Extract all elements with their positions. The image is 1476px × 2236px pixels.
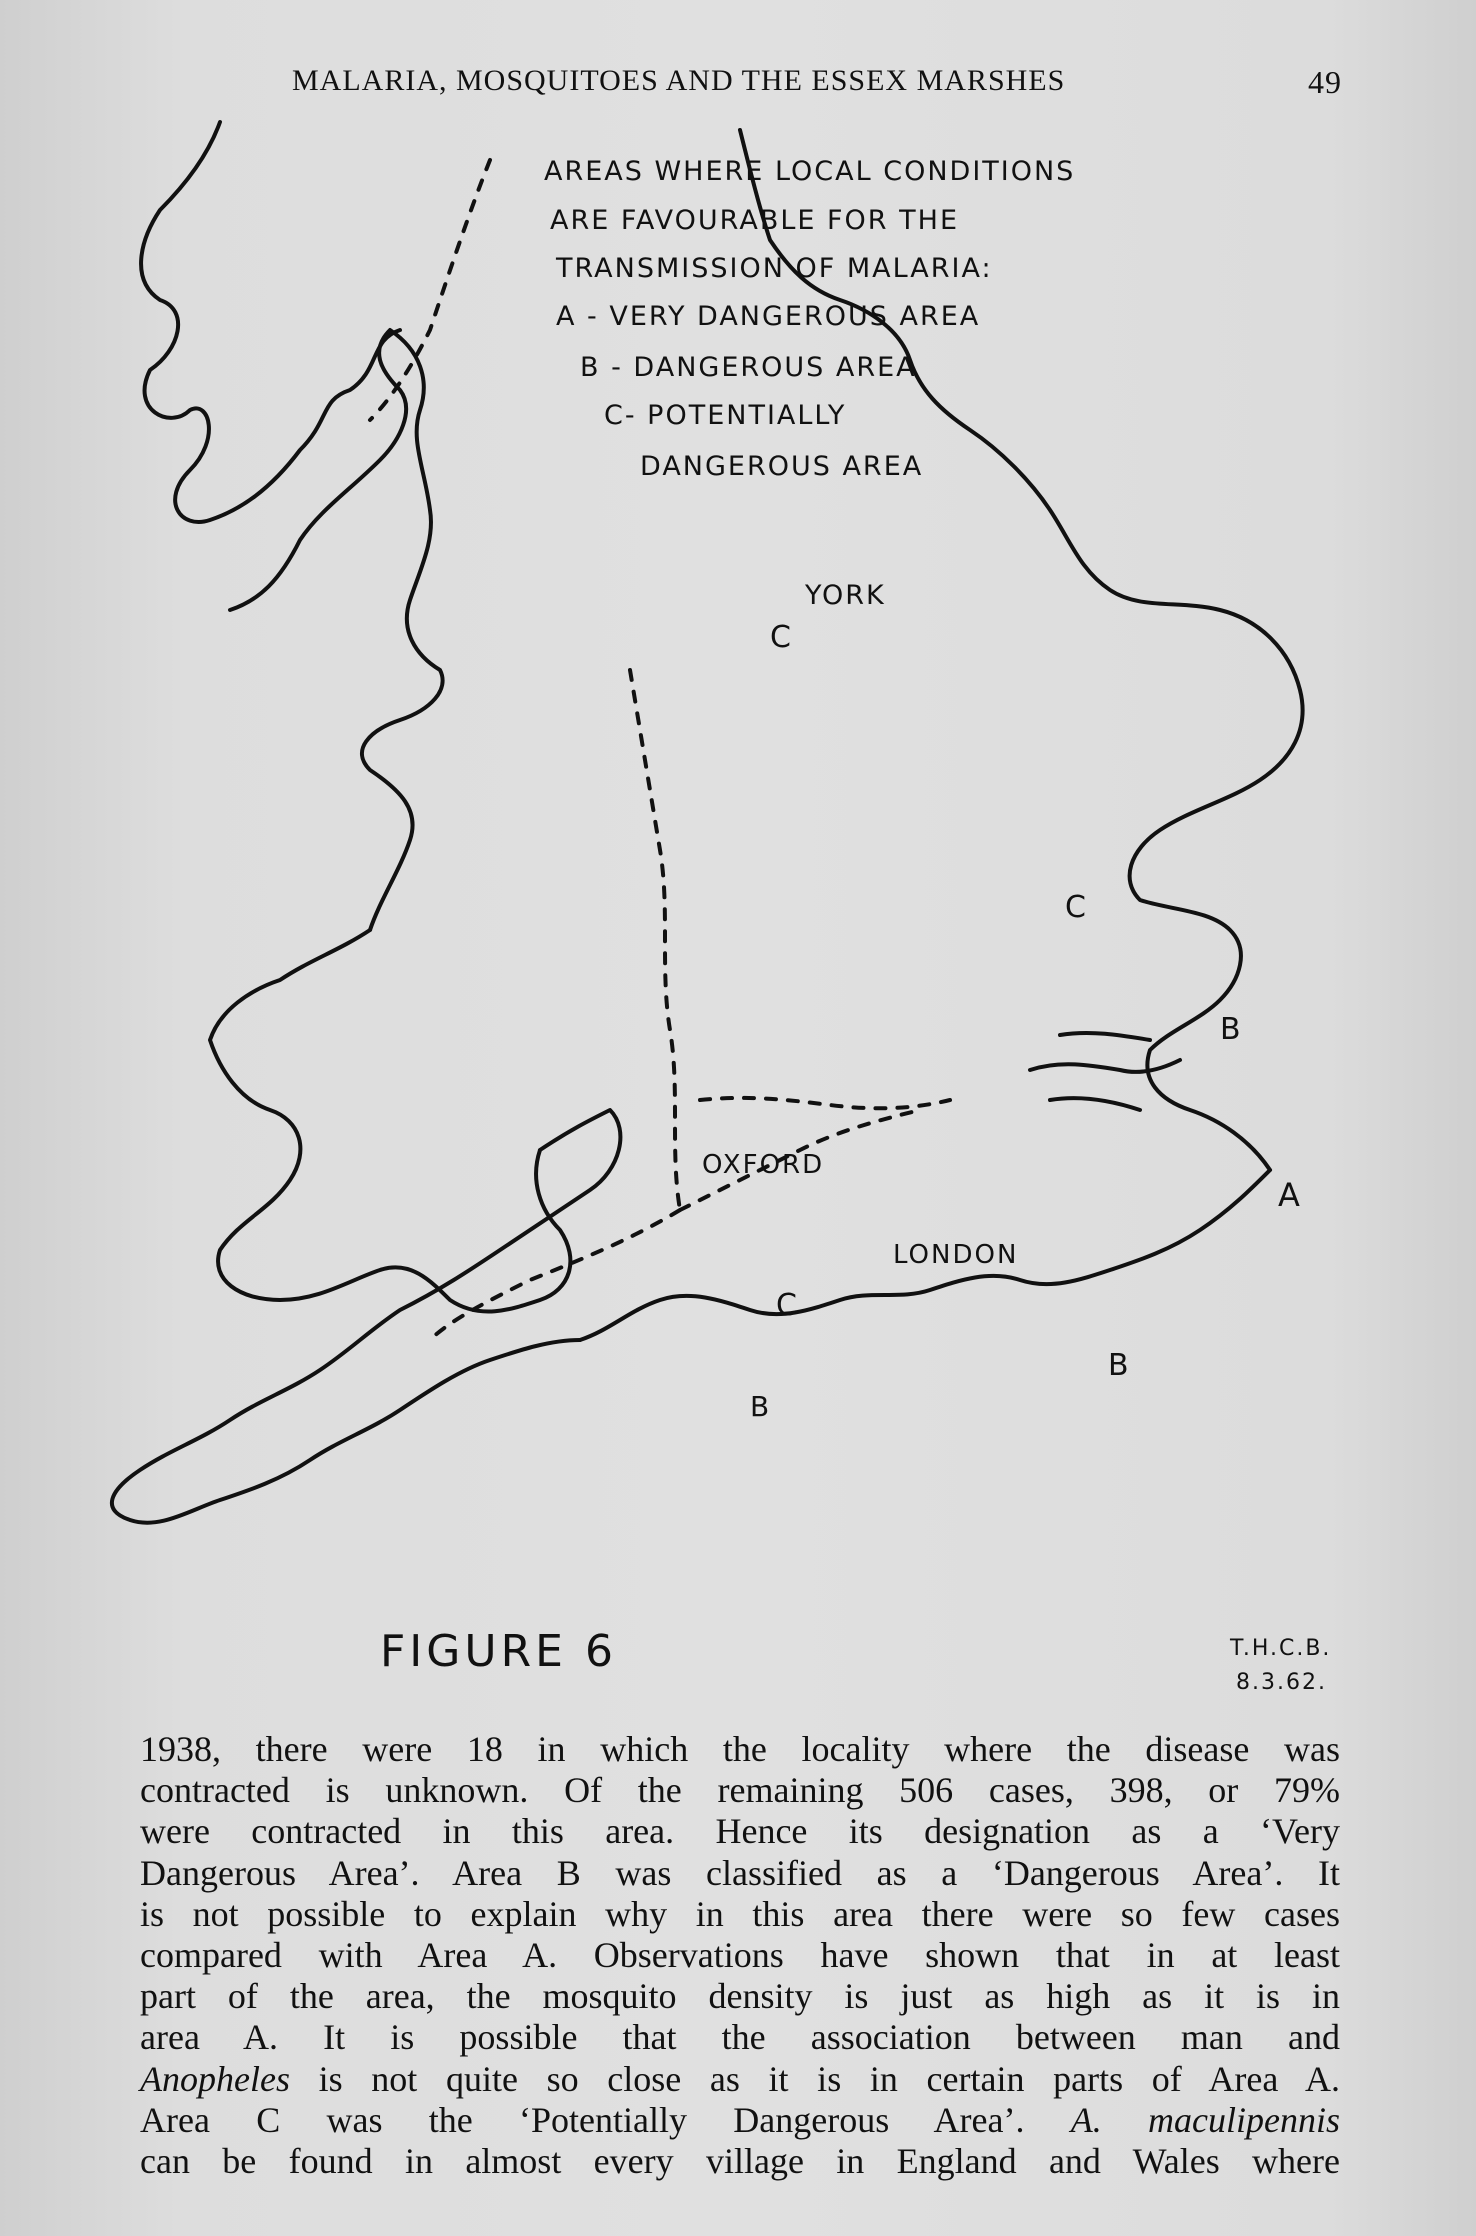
text-line-7: part of the area, the mosquito density is just as high as it is in <box>140 1976 1340 2017</box>
boundary-c-zone-east <box>630 670 680 1210</box>
text-line-4: Dangerous Area’. Area B was classified as a ‘Dangerous Area’. It <box>140 1852 1340 1893</box>
label-b-southwest: B <box>750 1390 772 1423</box>
text-line-1: 1938, there were 18 in which the locality where the disease was <box>140 1729 1340 1769</box>
boundary-c-zone-north <box>370 160 490 420</box>
label-b-east: B <box>1220 1012 1243 1047</box>
coastline-west <box>230 330 443 930</box>
legend-line-7: DANGEROUS AREA <box>640 451 924 482</box>
thames-estuary <box>1030 1060 1180 1072</box>
coastline-wales <box>210 930 570 1312</box>
figure-6-map <box>70 110 1410 1710</box>
legend-line-4: A - VERY DANGEROUS AREA <box>556 301 981 332</box>
running-header <box>292 64 1342 108</box>
legend-line-3: TRANSMISSION OF MALARIA: <box>556 253 993 284</box>
label-b-southeast: B <box>1108 1348 1131 1383</box>
text-line-2: contracted is unknown. Of the remaining 506 cases, 398, or 79% <box>140 1770 1340 1811</box>
text-line-10: Area C was the ‘Potentially Dangerous Area’. A. maculipennis <box>140 2099 1341 2140</box>
england-wales-map-drawing <box>70 110 1410 1710</box>
label-oxford: OXFORD <box>702 1150 825 1180</box>
text-line-9: Anopheles is not quite so close as it is in certain parts of Area A. <box>140 2058 1340 2099</box>
legend-line-5: B - DANGEROUS AREA <box>580 352 917 383</box>
page-number: 49 <box>1308 64 1342 100</box>
signature-date: 8.3.62. <box>1236 1670 1327 1695</box>
label-c-east: C <box>1065 890 1088 925</box>
legend-line-1: AREAS WHERE LOCAL CONDITIONS <box>544 156 1076 187</box>
running-title: MALARIA, MOSQUITOES AND THE ESSEX MARSHES <box>292 64 1066 97</box>
body-text <box>140 1729 1340 2182</box>
boundary-c-zone-south <box>430 1210 680 1340</box>
label-london: LONDON <box>893 1240 1019 1270</box>
signature-initials: T.H.C.B. <box>1230 1636 1332 1661</box>
coastline-north-west <box>141 122 400 522</box>
legend-line-2: ARE FAVOURABLE FOR THE <box>550 205 960 236</box>
text-line-8: area A. It is possible that the association between man and <box>140 2017 1340 2058</box>
label-a-essex: A <box>1278 1176 1302 1214</box>
label-c-york: C <box>770 620 793 655</box>
text-line-6: compared with Area A. Observations have shown that in at least <box>140 1934 1340 1975</box>
coastline-south-west <box>112 1110 621 1523</box>
coastline-east <box>740 130 1303 1170</box>
label-c-south: C <box>776 1288 799 1323</box>
legend-line-6: C- POTENTIALLY <box>604 400 847 431</box>
text-line-11: can be found in almost every village in England and Wales where <box>140 2140 1340 2181</box>
text-line-5: is not possible to explain why in this area there were so few cases <box>140 1893 1340 1934</box>
label-york: YORK <box>805 580 886 611</box>
boundary-a-zone <box>700 1098 950 1108</box>
figure-caption: FIGURE 6 <box>380 1626 617 1677</box>
text-line-3: were contracted in this area. Hence its designation as a ‘Very <box>140 1811 1340 1852</box>
